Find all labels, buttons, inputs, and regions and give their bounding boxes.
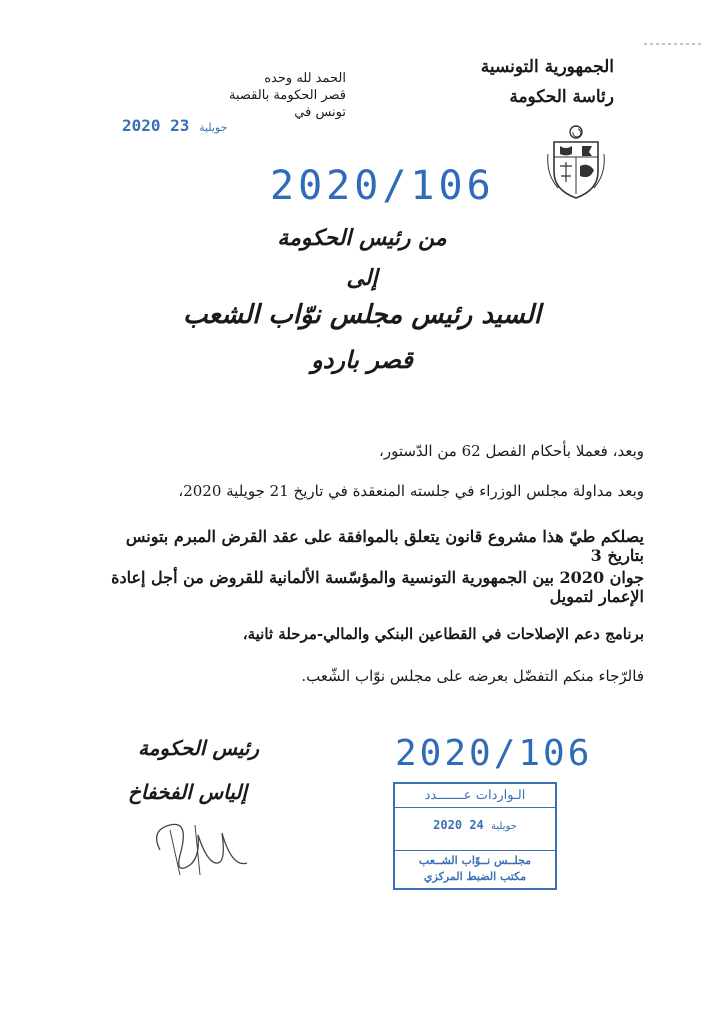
place-date-label: تونس في	[294, 105, 346, 120]
body-paragraph-1: وبعد، فعملا بأحكام الفصل 62 من الدّستور،	[379, 442, 644, 460]
recipient-title: السيد رئيس مجلس نوّاب الشعب	[182, 300, 542, 330]
stamp-office	[395, 850, 555, 885]
to-word: إلى	[346, 265, 378, 291]
stamp-incoming-label: الـواردات عـــــــدد	[395, 788, 555, 808]
stamp-day: 24	[469, 818, 484, 832]
coat-of-arms-icon	[546, 124, 606, 204]
reception-stamp	[393, 782, 557, 890]
letter-heading	[186, 70, 346, 121]
date-day: 23	[170, 116, 190, 135]
date-stamp	[122, 116, 227, 135]
signatory-name: إلياس الفخفاخ	[128, 780, 247, 804]
body-paragraph-6: فالرّجاء منكم التفضّل بعرضه على مجلس نوّاب الشّعب.	[301, 667, 644, 685]
body-paragraph-5: برنامج دعم الإصلاحات في القطاعين البنكي والمالي-مرحلة ثانية،	[242, 625, 644, 643]
presidency-name: رئاسة الحكومة	[509, 87, 614, 107]
handwritten-signature	[140, 810, 260, 890]
republic-name: الجمهورية التونسية	[480, 57, 614, 77]
invocation: الحمد لله وحده	[264, 71, 346, 86]
body-paragraph-4: جوان 2020 بين الجمهورية التونسية والمؤسّسة الألمانية للقروض من أجل إعادة الإعمار لتمويل	[111, 568, 644, 606]
signatory-title: رئيس الحكومة	[138, 736, 260, 760]
reference-number: 2020/106	[270, 163, 495, 209]
date-month: جويلية	[199, 121, 228, 134]
reception-number: 2020/106	[395, 733, 593, 774]
stamp-central-office: مكتب الضبط المركزي	[423, 870, 527, 883]
institution-header	[481, 52, 614, 112]
sender-address: قصر الحكومة بالقصبة	[229, 88, 346, 103]
stamp-year: 2020	[433, 818, 463, 832]
stamp-month: جويلية	[491, 821, 517, 832]
body-paragraph-2: وبعد مداولة مجلس الوزراء في جلسته المنعقدة في تاريخ 21 جويلية 2020،	[178, 482, 644, 500]
recipient-location: قصر باردو	[311, 345, 413, 374]
date-year: 2020	[122, 116, 161, 135]
stamp-date	[395, 818, 555, 832]
stamp-parliament: مجلــس نــوّاب الشــعب	[418, 854, 532, 867]
sender-title: من رئيس الحكومة	[277, 225, 447, 251]
corner-mark-icon	[644, 40, 704, 48]
body-paragraph-3: يصلكم طيّ هذا مشروع قانون يتعلق بالموافقة على عقد القرض المبرم بتونس بتاريخ 3	[125, 527, 644, 565]
